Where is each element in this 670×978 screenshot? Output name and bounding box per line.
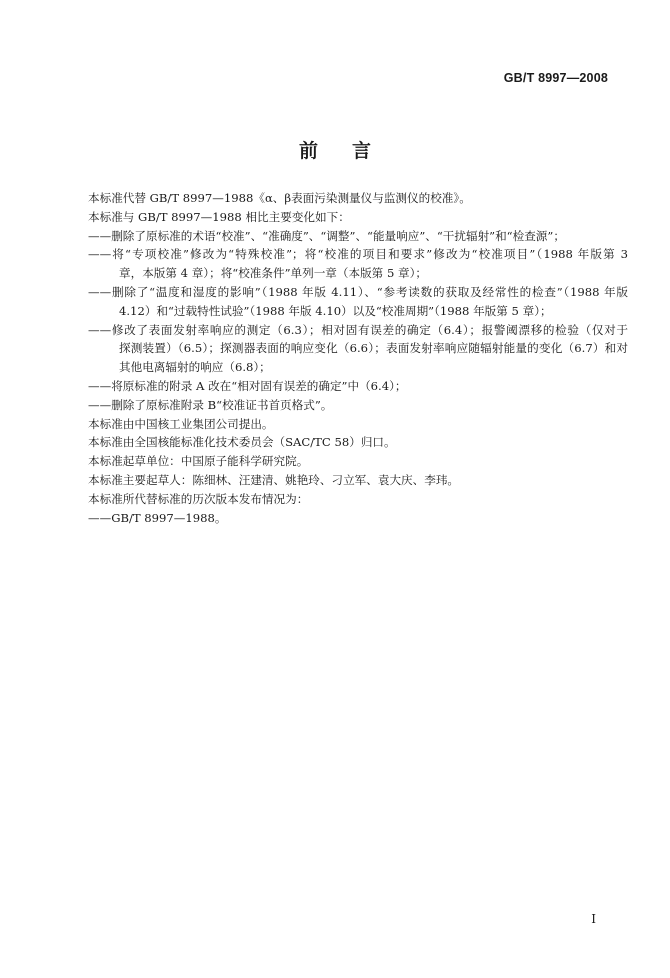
list-item: ——修改了表面发射率响应的测定（6.3）；相对固有误差的确定（6.4）；报警阈漂移的检验（仅对于 [88,322,628,337]
list-item: ——将原标准的附录 A 改在“相对固有误差的确定”中（6.4）； [88,378,407,393]
list-item: ——将“专项校准”修改为“特殊校准”；将“校准的项目和要求”修改为“校准项目”（1988 年版第 3 [88,247,628,262]
page-title: 前言 [298,140,405,162]
list-item: ——删除了“温度和湿度的影响”（1988 年版 4.11）、“参考读数的获取及经常性的检查”（1988 年版 [88,284,628,299]
list-item: ——删除了原标准的术语“校准”、“准确度”、“调整”、“能量响应”、“干扰辐射”和“检查源”； [88,228,565,243]
text-line: 本标准所代替标准的历次版本发布情况为： [88,491,309,506]
text-line: 本标准代替 GB/T 8997—1988《α、β表面污染测量仪与监测仪的校准》。 [88,191,471,205]
list-item: ——GB/T 8997—1988。 [88,510,227,525]
list-item-continuation: 4.12）和“过载特性试验”（1988 年版 4.10）以及“校准周期”（1988 年版第 5 章）； [119,303,552,318]
text-line: 本标准与 GB/T 8997—1988 相比主要变化如下： [88,209,350,224]
foreword-body [88,189,628,527]
text-line: 本标准起草单位：中国原子能科学研究院。 [88,454,309,469]
list-item-continuation: 其他电离辐射的响应（6.8）； [119,360,271,375]
text-line: 本标准主要起草人：陈细林、汪建清、姚艳玲、刁立军、袁大庆、李玮。 [88,472,460,487]
list-item: ——删除了原标准附录 B“校准证书首页格式”。 [88,397,333,412]
list-item-continuation: 探测装置）（6.5）；探测器表面的响应变化（6.6）；表面发射率响应随辐射能量的变化（6.7）和对 [119,341,628,356]
standard-code: GB/T 8997—2008 [503,71,608,85]
list-item-continuation: 章，本版第 4 章）；将“校准条件”单列一章（本版第 5 章）； [119,266,427,281]
text-line: 本标准由中国核工业集团公司提出。 [88,416,274,431]
text-line: 本标准由全国核能标准化技术委员会（SAC/TC 58）归口。 [88,435,396,450]
page-number: I [591,912,596,926]
